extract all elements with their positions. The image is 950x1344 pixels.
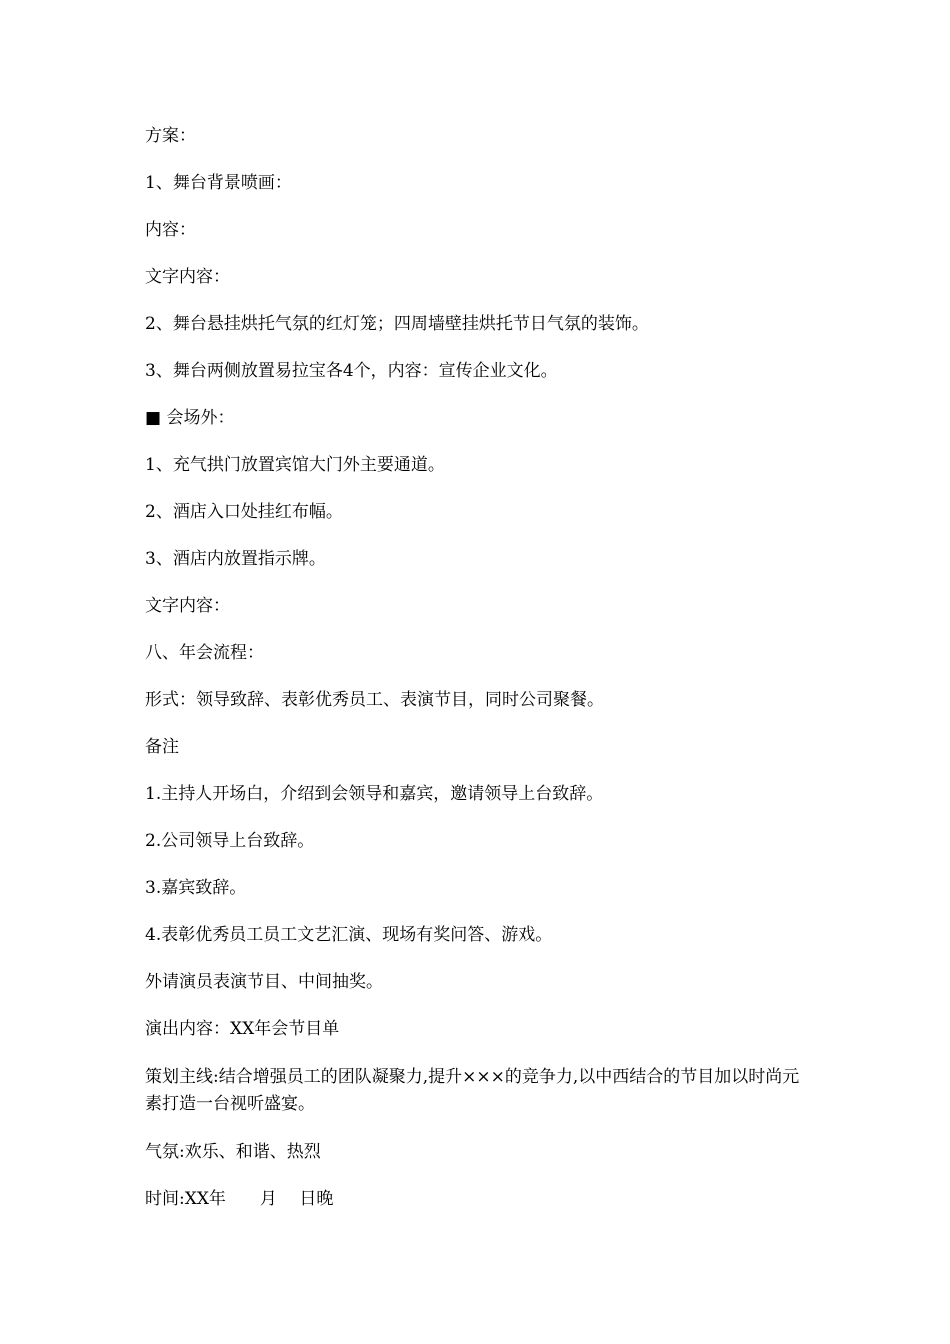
document-body	[145, 124, 815, 1212]
paragraph-text-content-label-2: 文字内容：	[145, 596, 230, 616]
paragraph-format: 形式：领导致辞、表彰优秀员工、表演节目，同时公司聚餐。	[145, 690, 604, 710]
paragraph-notes-heading: 备注	[145, 737, 179, 757]
paragraph-planning-theme: 策划主线:结合增强员工的团队凝聚力,提升×××的竞争力,以中西结合的节目加以时尚元素打造一台视听盛宴。	[145, 1067, 800, 1114]
paragraph-section-eight-heading: 八、年会流程：	[145, 643, 264, 663]
paragraph-flow-step-4: 4.表彰优秀员工员工文艺汇演、现场有奖问答、游戏。	[145, 925, 553, 945]
paragraph-outside-venue-heading: ■ 会场外：	[145, 408, 235, 428]
paragraph-text-content-label: 文字内容：	[145, 267, 230, 287]
paragraph-inflatable-arch: 1、充气拱门放置宾馆大门外主要通道。	[145, 455, 445, 475]
paragraph-flow-step-1: 1.主持人开场白，介绍到会领导和嘉宾，邀请领导上台致辞。	[145, 784, 604, 804]
paragraph-guest-performers: 外请演员表演节目、中间抽奖。	[145, 972, 383, 992]
paragraph-time: 时间:XX年 月 日晚	[145, 1189, 334, 1209]
paragraph-stage-backdrop: 1、舞台背景喷画：	[145, 173, 292, 193]
paragraph-plan-heading: 方案：	[145, 126, 196, 146]
paragraph-roll-up-banners: 3、舞台两侧放置易拉宝各4个，内容：宣传企业文化。	[145, 361, 558, 381]
paragraph-content-label: 内容：	[145, 220, 196, 240]
paragraph-stage-lanterns: 2、舞台悬挂烘托气氛的红灯笼；四周墙壁挂烘托节日气氛的装饰。	[145, 314, 649, 334]
paragraph-red-banner: 2、酒店入口处挂红布幅。	[145, 502, 343, 522]
paragraph-flow-step-3: 3.嘉宾致辞。	[145, 878, 247, 898]
paragraph-flow-step-2: 2.公司领导上台致辞。	[145, 831, 315, 851]
paragraph-signage: 3、酒店内放置指示牌。	[145, 549, 326, 569]
paragraph-program-list: 演出内容：XX年会节目单	[145, 1019, 340, 1039]
paragraph-atmosphere: 气氛:欢乐、和谐、热烈	[145, 1142, 321, 1162]
